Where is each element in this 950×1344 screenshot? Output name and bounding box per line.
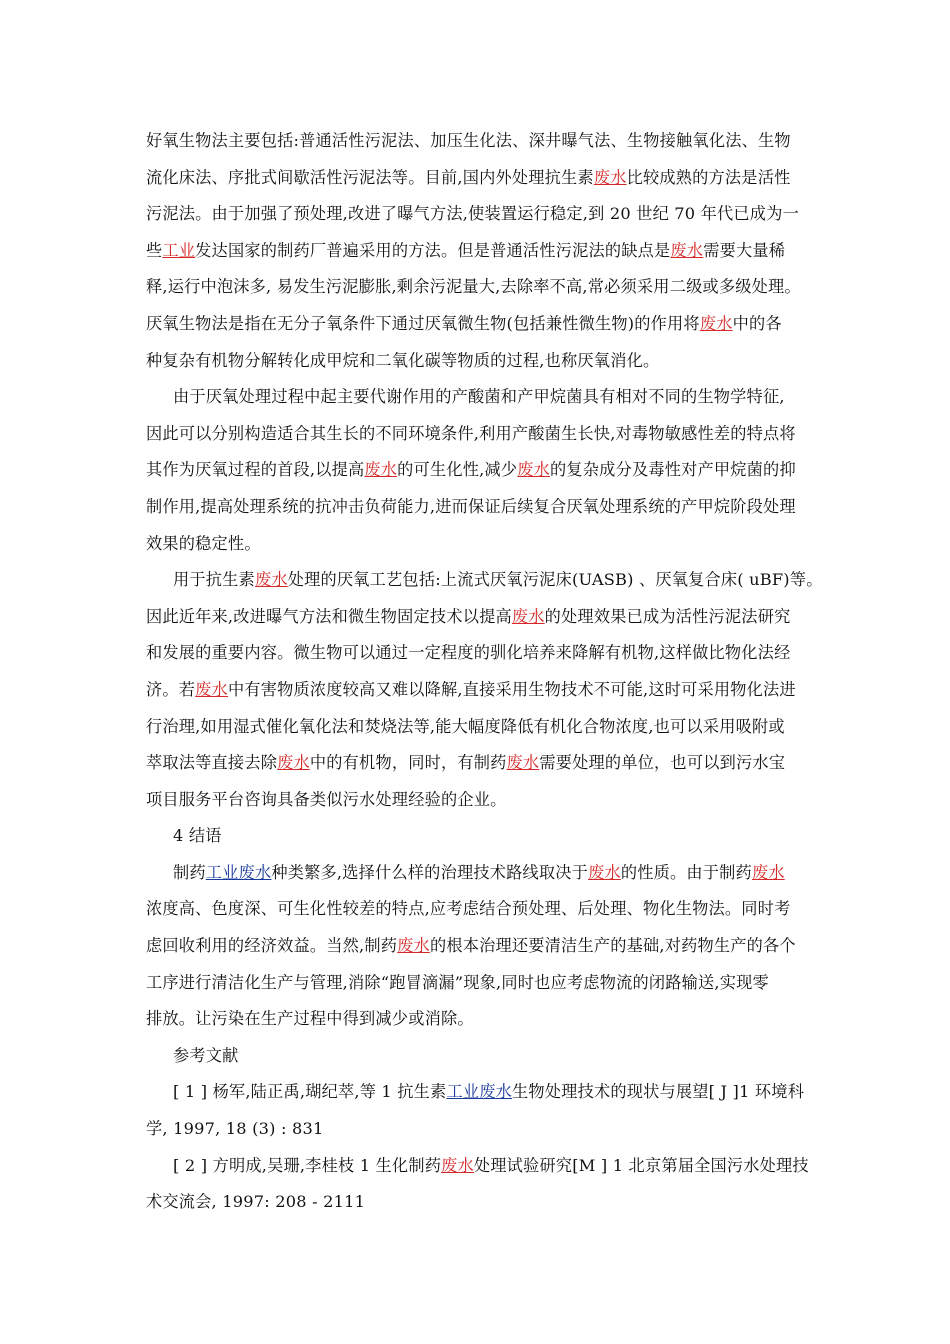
text-line <box>146 1074 814 1111</box>
keyword-link[interactable]: 废水 <box>699 313 733 333</box>
text-run: 比较成熟的方法是活性 <box>626 167 791 187</box>
keyword-link[interactable]: 废水 <box>254 570 288 590</box>
text-run: 项目服务平台咨询具备类似污水处理经验的企业。 <box>146 789 507 809</box>
text-run: 处理的厌氧工艺包括:上流式厌氧污泥床(UASB) 、厌氧复合床( uBF)等。 <box>287 570 823 590</box>
keyword-link[interactable]: 废水 <box>751 862 785 882</box>
text-line <box>146 672 814 709</box>
text-line <box>146 160 814 197</box>
text-run: 排放。让污染在生产过程中得到减少或消除。 <box>146 1009 474 1029</box>
text-line <box>146 1038 814 1075</box>
keyword-link[interactable]: 废水 <box>511 606 545 626</box>
text-line <box>146 965 814 1002</box>
text-line <box>146 379 814 416</box>
text-line <box>146 891 814 928</box>
text-run: 的可生化性,减少 <box>397 460 518 480</box>
text-run: 萃取法等直接去除 <box>146 753 278 773</box>
text-run: 制作用,提高处理系统的抗冲击负荷能力,进而保证后续复合厌氧处理系统的产甲烷阶段处理 <box>146 496 796 516</box>
text-line <box>146 855 814 892</box>
text-run: 虑回收利用的经济效益。当然,制药 <box>146 936 398 956</box>
text-line <box>146 306 814 343</box>
text-run: 中有害物质浓度较高又难以降解,直接采用生物技术不可能,这时可采用物化法进 <box>227 679 796 699</box>
text-run: 效果的稳定性。 <box>146 533 261 553</box>
text-line <box>146 416 814 453</box>
text-run: 释,运行中泡沫多, 易发生污泥膨胀,剩余污泥量大,去除率不高,常必须采用二级或多级处理。 <box>146 277 801 297</box>
text-run: 厌氧生物法是指在无分子氧条件下通过厌氧微生物(包括兼性微生物)的作用将 <box>146 313 700 333</box>
text-run: 因此近年来,改进曝气方法和微生物固定技术以提高 <box>146 606 512 626</box>
text-run: 浓度高、色度深、可生化性较差的特点,应考虑结合预处理、后处理、物化生物法。同时考 <box>146 899 791 919</box>
text-line <box>146 1111 814 1148</box>
text-run: 中的各 <box>732 313 782 333</box>
text-run: 发达国家的制药厂普遍采用的方法。但是普通活性污泥法的缺点是 <box>195 240 671 260</box>
keyword-link[interactable]: 废水 <box>517 460 551 480</box>
text-run: 的根本治理还要清洁生产的基础,对药物生产的各个 <box>429 936 796 956</box>
text-run: 生物处理技术的现状与展望[ J ]1 环境科 <box>512 1082 805 1102</box>
text-run: 种复杂有机物分解转化成甲烷和二氧化碳等物质的过程,也称厌氧消化。 <box>146 350 660 370</box>
text-run: 好氧生物法主要包括:普通活性污泥法、加压生化法、深井曝气法、生物接触氧化法、生物 <box>146 131 791 150</box>
text-line <box>146 745 814 782</box>
text-run: 种类繁多,选择什么样的治理技术路线取决于 <box>271 862 589 882</box>
keyword-link[interactable]: 废水 <box>506 753 540 773</box>
text-run: 中的有机物，同时，有制药 <box>309 753 507 773</box>
text-run: 其作为厌氧过程的首段,以提高 <box>146 460 365 480</box>
text-line <box>146 343 814 380</box>
text-run: 4 结语 <box>173 826 222 846</box>
text-line <box>146 1184 814 1221</box>
text-run: 济。若 <box>146 679 196 699</box>
keyword-link[interactable]: 废水 <box>441 1155 474 1175</box>
keyword-link[interactable]: 工业废水 <box>446 1082 513 1102</box>
text-line <box>146 233 814 270</box>
keyword-link[interactable]: 废水 <box>195 679 228 699</box>
text-run: 术交流会, 1997: 208 - 2111 <box>146 1192 366 1212</box>
text-run: 制药 <box>173 862 206 882</box>
text-run: 工序进行清洁化生产与管理,消除“跑冒滴漏”现象,同时也应考虑物流的闭路输送,实现零 <box>146 972 769 992</box>
text-run: 由于厌氧处理过程中起主要代谢作用的产酸菌和产甲烷菌具有相对不同的生物学特征, <box>173 387 785 407</box>
text-run: 污泥法。由于加强了预处理,改进了曝气方法,使装置运行稳定,到 20 世纪 70 年代已成为一 <box>146 204 799 224</box>
text-line <box>146 1001 814 1038</box>
keyword-link[interactable]: 废水 <box>397 936 430 956</box>
text-run: 参考文献 <box>173 1045 239 1065</box>
text-line <box>146 928 814 965</box>
text-run: 的复杂成分及毒性对产甲烷菌的抑 <box>550 460 796 480</box>
text-run: 和发展的重要内容。微生物可以通过一定程度的驯化培养来降解有机物,这样做比物化法经 <box>146 643 791 663</box>
text-line <box>146 452 814 489</box>
keyword-link[interactable]: 工业废水 <box>205 862 272 882</box>
text-line <box>146 196 814 233</box>
text-run: [ 2 ] 方明成,吴珊,李桂枝 1 生化制药 <box>173 1155 442 1175</box>
text-run: 流化床法、序批式间歇活性污泥法等。目前,国内外处理抗生素 <box>146 167 594 187</box>
text-run: 需要大量稀 <box>703 240 786 260</box>
text-line <box>146 709 814 746</box>
text-line <box>146 489 814 526</box>
text-line <box>146 599 814 636</box>
text-run: 需要处理的单位，也可以到污水宝 <box>539 753 786 773</box>
text-line <box>146 635 814 672</box>
keyword-link[interactable]: 废水 <box>670 240 704 260</box>
text-run: 处理试验研究[M ] 1 北京第届全国污水处理技 <box>473 1155 809 1175</box>
text-run: 的性质。由于制药 <box>620 862 752 882</box>
text-line <box>146 1148 814 1185</box>
text-run: 行治理,如用湿式催化氧化法和焚烧法等,能大幅度降低有机化合物浓度,也可以采用吸附或 <box>146 716 785 736</box>
text-line <box>146 562 823 599</box>
keyword-link[interactable]: 废水 <box>364 460 398 480</box>
keyword-link[interactable]: 工业 <box>162 240 196 260</box>
text-line <box>146 123 814 160</box>
text-run: 些 <box>146 240 163 260</box>
text-run: 学, 1997, 18 (3) : 831 <box>146 1119 324 1139</box>
text-line <box>146 782 814 819</box>
text-line <box>146 526 814 563</box>
text-run: 因此可以分别构造适合其生长的不同环境条件,利用产酸菌生长快,对毒物敏感性差的特点将 <box>146 423 796 443</box>
text-run: [ 1 ] 杨军,陆正禹,瑚纪萃,等 1 抗生素 <box>173 1082 447 1102</box>
text-run: 用于抗生素 <box>173 570 255 590</box>
document-body <box>146 123 823 1221</box>
text-line <box>146 269 814 306</box>
text-line <box>146 818 814 855</box>
keyword-link[interactable]: 废水 <box>277 753 310 773</box>
keyword-link[interactable]: 废水 <box>593 167 627 187</box>
keyword-link[interactable]: 废水 <box>588 862 621 882</box>
text-run: 的处理效果已成为活性污泥法研究 <box>544 606 791 626</box>
